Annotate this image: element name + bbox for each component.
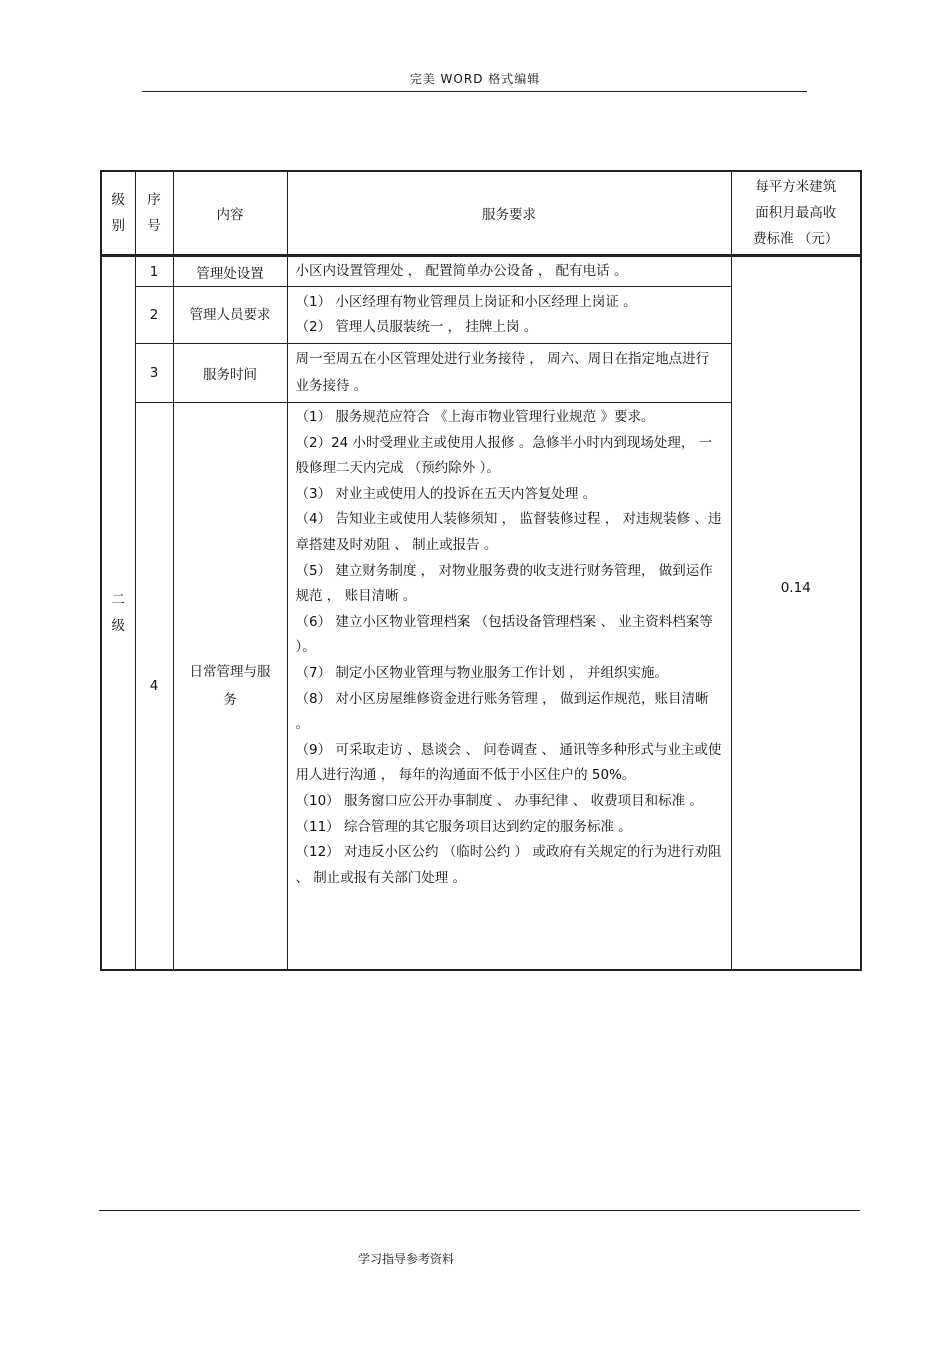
header-requirement: 服务要求 — [287, 171, 731, 256]
header-content: 内容 — [173, 171, 287, 256]
level-cell: 二 级 — [101, 256, 135, 970]
table-row — [101, 256, 861, 287]
content-cell: 服务时间 — [173, 344, 287, 403]
page-header: 完美 WORD 格式编辑 — [409, 72, 541, 86]
requirement-cell: （1） 小区经理有物业管理员上岗证和小区经理上岗证 。 （2） 管理人员服装统一 ， 挂牌上岗 。 — [287, 287, 731, 344]
header-fee: 每平方米建筑 面积月最高收 费标准 （元） — [731, 171, 861, 256]
table-header-row — [101, 171, 861, 256]
seq-cell: 2 — [135, 287, 173, 344]
requirement-cell: 周一至周五在小区管理处进行业务接待 ， 周六、周日在指定地点进行业务接待 。 — [287, 344, 731, 403]
header-level: 级 别 — [101, 171, 135, 256]
service-standard-table — [100, 170, 862, 971]
seq-cell: 4 — [135, 403, 173, 970]
seq-cell: 3 — [135, 344, 173, 403]
content-cell: 日常管理与服务 — [173, 403, 287, 970]
requirement-cell: （1） 服务规范应符合 《上海市物业管理行业规范 》要求。 （2）24 小时受理业主或使用人报修 。急修半小时内到现场处理， 一般修理二天内完成 （预约除外 ）。 （3） 对业主或使用人的投诉在五天内答复处理 。 （4） 告知业主或使用人装修须知 ， 监督装修过程 ， 对违规装修 、违章搭建及时劝阻 、 制止或报告 。 （5） 建立财务制度 ， 对物业服务费的收支进行财务管理， 做到运作规范 ， 账目清晰 。 （6） 建立小区物业管理档案 （包括设备管理档案 、 业主资料档案等 ）。 （7） 制定小区物业管理与物业服务工作计划 ， 并组织实施。 （8） 对小区房屋维修资金进行账务管理 ， 做到运作规范，账目清晰 。 （9） 可采取走访 、恳谈会 、 问卷调查 、 通讯等多种形式与业主或使用人进行沟通 ， 每年的沟通面不低于小区住户的 50%。 （10） 服务窗口应公开办事制度 、 办事纪律 、 收费项目和标准 。 （11） 综合管理的其它服务项目达到约定的服务标准 。 （12） 对违反小区公约 （临时公约 ） 或政府有关规定的行为进行劝阻 、 制止或报有关部门处理 。 — [287, 403, 731, 970]
fee-value-cell: 0.14 — [731, 256, 861, 970]
content-cell: 管理处设置 — [173, 256, 287, 287]
content-cell: 管理人员要求 — [173, 287, 287, 344]
header-seq: 序 号 — [135, 171, 173, 256]
footer-divider — [99, 1210, 860, 1211]
page-footer: 学习指导参考资料 — [358, 1252, 455, 1266]
header-divider — [142, 91, 807, 92]
seq-cell: 1 — [135, 256, 173, 287]
requirement-cell: 小区内设置管理处 ， 配置简单办公设备 ， 配有电话 。 — [287, 256, 731, 287]
